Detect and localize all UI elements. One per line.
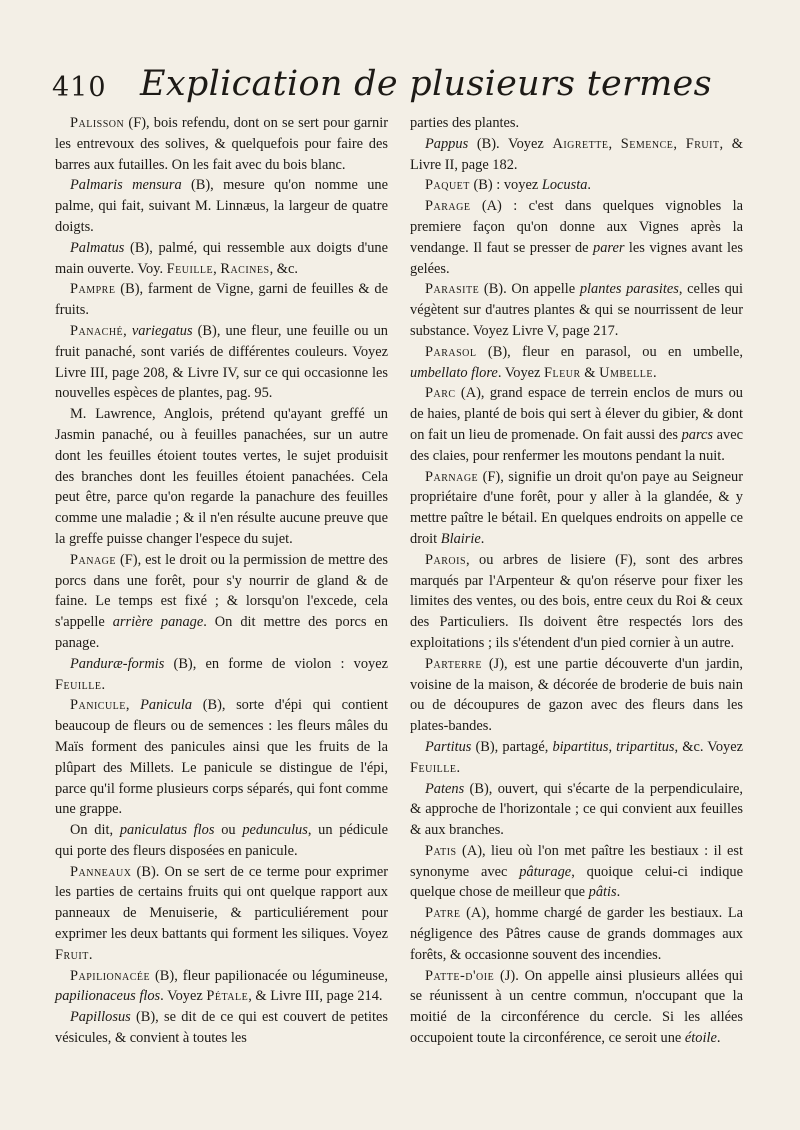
entry-headword: Panage: [70, 551, 116, 568]
entry-text: (B), farment de Vigne, garni de feuilles & de fruits.: [55, 281, 388, 319]
entry-text: .: [88, 946, 93, 963]
entry-text: (A) : c'est dans quelques vignobles la premiere façon qu'on donne aux Vignes après la vendange. Il faut se presser de: [410, 198, 743, 256]
entry-headword: Palisson: [70, 115, 125, 131]
dictionary-entry: [55, 175, 388, 237]
entry-headword: Racines: [220, 260, 270, 277]
entry-term-italic: umbellato flore: [410, 364, 498, 381]
dictionary-entry: [410, 467, 743, 550]
entry-headword: Pampre: [70, 281, 116, 298]
dictionary-entry: [410, 113, 743, 134]
entry-term-italic: pedunculus: [242, 822, 308, 839]
entry-text: .: [652, 364, 657, 381]
entry-text: .: [616, 884, 621, 901]
entry-text: .: [480, 530, 485, 547]
entry-text: (A), homme chargé de garder les bestiaux. La négligence des Pâtres cause de grands dommages aux forêts, & occasionne souvent des incendies.: [410, 905, 743, 963]
dictionary-entry: [55, 238, 388, 280]
entry-headword: Parois: [425, 551, 467, 568]
dictionary-entry: [410, 654, 743, 737]
entry-headword: Parage: [425, 198, 471, 215]
left-column: [55, 113, 388, 1049]
entry-text: parties des plantes.: [410, 115, 520, 131]
entry-text: (B), palmé, qui ressemble aux doigts d'une main ouverte. Voy.: [55, 239, 388, 277]
entry-text: ou: [214, 822, 243, 839]
entry-text: (B), ouvert, qui s'écarte de la perpendiculaire, & approche de l'horizontale ; ce qui convient aux feuilles & aux branches.: [410, 780, 743, 839]
dictionary-entry: [410, 134, 743, 176]
entry-text: . On dit mettre des porcs en panage.: [55, 614, 389, 651]
entry-text: (B) : voyez: [469, 177, 542, 194]
entry-headword: Fleur: [544, 364, 581, 381]
entry-text: (B), mesure qu'on nomme une palme, qui fait, suivant M. Linnæus, la largeur de quatre doigts.: [55, 177, 388, 235]
entry-text: avec des claies, pour renfermer les moutons pendant la nuit.: [410, 426, 743, 464]
running-title: Explication de plusieurs termes: [140, 64, 712, 104]
entry-headword: Parc: [425, 385, 456, 402]
entry-headword: Papilionacée: [70, 967, 151, 984]
entry-term-italic: Patens: [425, 780, 465, 797]
entry-text: , celles qui végètent sur d'autres plantes & qui se nourrissent de leur substance. Voyez Livre V, page 217.: [410, 281, 743, 339]
dictionary-entry: [410, 903, 743, 965]
entry-text: , quoique celui-ci indique quelque chose de meilleur que: [410, 863, 743, 901]
dictionary-entry: [410, 175, 743, 196]
entry-text: (A), lieu où l'on met paître les bestiaux : il est synonyme avec: [410, 842, 743, 880]
dictionary-entry: [410, 841, 743, 903]
entry-text: (A), grand espace de terrein enclos de murs ou de haies, planté de bois qui sert à élever du gibier, & dont on fait un lieu de promenade. On fait aussi des: [410, 385, 743, 443]
entry-text: (B). Voyez: [468, 135, 553, 152]
dictionary-entry: [55, 279, 388, 321]
entry-text: ,: [608, 135, 621, 152]
entry-text: (B), sorte d'épi qui contient beaucoup de fleurs ou de semences : les fleurs mâles du Maïs forment des panicules ainsi que les fruits de la plûpart des Millets. Le panicule se distingue de l'épi, parce qu'il forme plusieurs corps séparés, qui font comme une grappe.: [55, 697, 388, 818]
entry-headword: Parterre: [425, 655, 482, 672]
entry-text: .: [456, 759, 461, 776]
entry-term-italic: papilionaceus flos: [55, 988, 161, 1005]
entry-text: , ou arbres de lisiere (F), sont des arbres marqués par l'Arpenteur & qu'on réserve pour fixer les limites des ventes, ou des bois, entre ceux du Roi & ceux des Particuliers. Ils doivent être respectés lors des exploitations ; ils s'étendent d'un pied cornier à un autre.: [410, 551, 743, 651]
entry-headword: Fruit: [685, 135, 720, 152]
entry-text: (B). On se sert de ce terme pour exprimer les parties de certains fruits qui ont quelque rapport aux panneaux de Menuiserie, & particuliérement pour exprimer les deux battants qui forment les siliques. Voyez: [55, 863, 388, 943]
entry-text: (F), signifie un droit qu'on paye au Seigneur propriétaire d'une forêt, pour y aller à la glandée, & y mettre paître le bétail. En quelques endroits on appelle ce droit: [410, 468, 743, 547]
entry-headword: Parasite: [425, 281, 480, 298]
dictionary-entry: [410, 279, 743, 341]
entry-term-italic: Blairie: [440, 530, 481, 547]
dictionary-entry: [410, 550, 743, 654]
entry-term-italic: Panicula: [140, 697, 193, 714]
dictionary-entry: [55, 1007, 388, 1049]
entry-text: (B), fleur en parasol, ou en umbelle,: [476, 343, 743, 360]
dictionary-entry: [410, 966, 743, 1049]
entry-term-italic: Pappus: [425, 135, 469, 152]
dictionary-entry: [410, 779, 743, 841]
dictionary-entry: [410, 342, 743, 384]
entry-term-italic: variegatus: [131, 322, 193, 339]
entry-headword: Fruit: [55, 946, 89, 963]
entry-headword: Paquet: [425, 177, 470, 194]
entry-term-italic: pâtis: [588, 884, 617, 901]
entry-term-italic: étoile: [684, 1030, 717, 1047]
entry-text: ,: [608, 738, 617, 755]
entry-text: .: [101, 676, 106, 693]
entry-text: (F), est le droit ou la permission de mettre des porcs dans une forêt, pour s'y nourrir de gland & de faine. Le temps est fixé ; & lorsqu'on l'excede, cela s'appelle: [55, 551, 388, 631]
dictionary-entry: [55, 862, 388, 966]
entry-text: , &c. Voyez: [674, 738, 743, 755]
dictionary-entry: [410, 196, 743, 279]
dictionary-entry: [55, 695, 388, 820]
entry-text: (B), fleur papilionacée ou légumineuse,: [150, 967, 388, 984]
page-number: 410: [52, 72, 107, 103]
dictionary-entry: [55, 321, 388, 404]
entry-text: les vignes avant les gelées.: [410, 239, 744, 277]
entry-text: (J). On appelle ainsi plusieurs allées qui se réunissent à un centre commun, n'occupant que la moitié de la circonférence du cercle. Si les allées occupoient toute la circonférence, ce seroit une: [410, 967, 743, 1047]
dictionary-entry: [55, 966, 388, 1008]
entry-text: (B), se dit de ce qui est couvert de petites vésicules, & convient à toutes les: [55, 1009, 388, 1047]
entry-headword: Umbelle: [599, 364, 653, 381]
entry-headword: Pétale: [206, 988, 249, 1005]
dictionary-entry: [410, 737, 743, 779]
entry-text: (B), partagé,: [471, 738, 553, 755]
dictionary-entry: [55, 654, 388, 696]
entry-headword: Aigrette: [552, 135, 609, 152]
entry-text: (F), bois refendu, dont on se sert pour garnir les entrevoux des solives, & quelquefois pour faire des barres aux futailles. On les fait avec du bois blanc.: [55, 115, 388, 173]
entry-text: , &c.: [269, 260, 298, 277]
entry-text: M. Lawrence, Anglois, prétend qu'ayant greffé un Jasmin panaché, ou à feuilles panachées, sur un autre dont les feuilles étoient toutes vertes, le sujet produisit des branches dont les feuilles étoient panachées. Cela peut être, parce qu'on regarde la panachure des feuilles comme une maladie ; & il n'en résulte aucune preuve que la greffe puisse changer l'espece du sujet.: [55, 406, 388, 547]
entry-term-italic: parcs: [681, 426, 714, 443]
entry-term-italic: Panduræ-formis: [70, 655, 165, 672]
entry-headword: Semence: [620, 135, 674, 152]
entry-term-italic: tripartitus: [616, 738, 675, 755]
entry-term-italic: parer: [593, 239, 625, 256]
entry-text: .: [587, 177, 592, 194]
entry-term-italic: Partitus: [425, 738, 472, 755]
entry-headword: Patte-d'oie: [425, 967, 495, 984]
entry-text: On dit,: [70, 822, 120, 839]
entry-term-italic: paniculatus flos: [119, 822, 215, 839]
entry-term-italic: Palmaris mensura: [70, 177, 182, 194]
entry-text: &: [580, 364, 600, 381]
entry-text: (B). On appelle: [479, 281, 580, 298]
right-column: [410, 113, 743, 1049]
entry-headword: Panaché: [70, 322, 124, 339]
entry-text: ,: [213, 260, 221, 277]
entry-headword: Patre: [425, 905, 461, 922]
entry-term-italic: Papillosus: [70, 1009, 131, 1026]
entry-term-italic: Palmatus: [70, 239, 125, 256]
entry-headword: Panicule: [70, 697, 126, 714]
entry-headword: Feuille: [55, 676, 102, 693]
entry-text: ,: [673, 135, 686, 152]
entry-text: , & Livre III, page 214.: [248, 988, 383, 1005]
entry-text: (J), est une partie découverte d'un jardin, voisine de la maison, & décorée de broderie de buis nain ou de découpures de gazon avec des fleurs dans les plates-bandes.: [410, 655, 743, 735]
dictionary-entry: [55, 820, 388, 862]
entry-headword: Patis: [425, 842, 457, 859]
entry-headword: Feuille: [410, 759, 457, 776]
entry-text: ,: [123, 322, 132, 339]
entry-headword: Parnage: [425, 468, 479, 485]
entry-text: ,: [125, 697, 141, 714]
entry-term-italic: Locusta: [541, 177, 588, 194]
dictionary-entry: [55, 404, 388, 550]
dictionary-entry: [410, 383, 743, 466]
entry-text: (B), une fleur, une feuille ou un fruit panaché, sont variés de différentes couleurs. Voyez Livre III, page 208, & Livre IV, sur ce qui occasionne les nouvelles espèces de plantes, pag. 95.: [55, 322, 388, 402]
column-gutter: [402, 88, 403, 1098]
entry-headword: Panneaux: [70, 863, 132, 880]
dictionary-entry: [55, 113, 388, 175]
dictionary-entry: [55, 550, 388, 654]
entry-text: , & Livre II, page 182.: [410, 135, 743, 173]
entry-term-italic: bipartitus: [552, 738, 609, 755]
entry-text: .: [716, 1030, 721, 1047]
entry-headword: Feuille: [166, 260, 214, 277]
entry-term-italic: pâturage: [519, 863, 572, 880]
entry-text: . Voyez: [497, 364, 545, 381]
entry-headword: Parasol: [425, 343, 477, 360]
entry-text: . Voyez: [160, 988, 207, 1005]
entry-text: (B), en forme de violon : voyez: [164, 655, 388, 672]
entry-term-italic: plantes parasites: [579, 281, 679, 298]
page-header: [52, 60, 757, 108]
entry-text: , un pédicule qui porte des fleurs disposées en panicule.: [55, 822, 389, 859]
entry-term-italic: arrière panage: [112, 614, 204, 631]
